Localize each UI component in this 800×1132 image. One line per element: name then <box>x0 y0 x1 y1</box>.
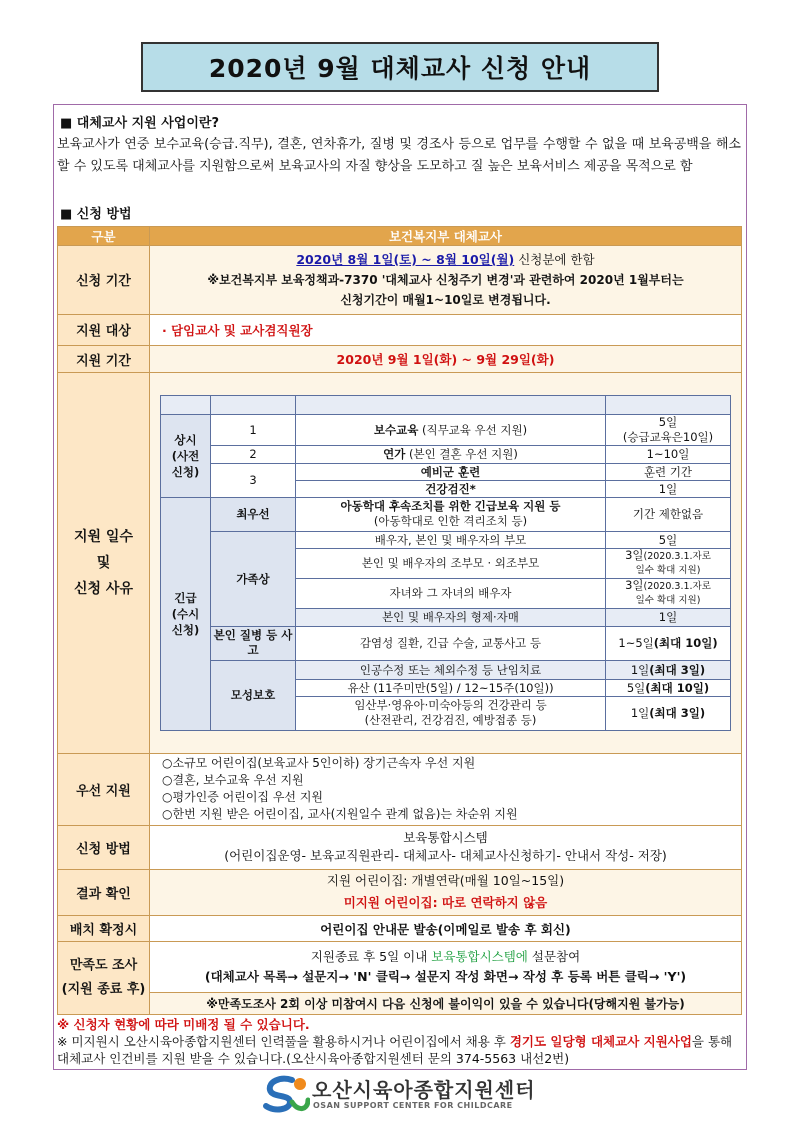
maternity-label: 모성보호 <box>211 660 296 730</box>
reg-row3b-reason: 건강검진* <box>296 480 606 497</box>
days-table <box>160 395 731 731</box>
method-label: 신청 방법 <box>58 826 150 869</box>
family-row2-days: 3일(2020.3.1.자로 일수 확대 지원) <box>606 548 731 578</box>
maternity-row1-days: 1일(최대 3일) <box>606 660 731 679</box>
reg-row3b-days: 1일 <box>606 480 731 497</box>
maternity-row2-reason: 유산 (11주미만(5일) / 12~15주(10일)) <box>296 679 606 696</box>
reg-row2-reason: 연가 (본인 결혼 우선 지원) <box>296 445 606 463</box>
target-label: 지원 대상 <box>58 314 150 345</box>
survey-value: 지원종료 후 5일 이내 보육통합시스템에 설문참여 (대체교사 목록→ 설문지→ 'N' 클릭→ 설문지 작성 화면→ 작성 후 등록 버튼 클릭→ 'Y') <box>150 942 742 992</box>
reg-row1-no: 1 <box>211 414 296 445</box>
regular-label: 상시 (사전 신청) <box>161 414 211 497</box>
survey-label: 만족도 조사 (지원 종료 후) <box>58 942 150 1015</box>
period-date-suffix: 신청분에 한함 <box>514 251 595 267</box>
priority-value: ○소규모 어린이집(보육교사 5인이하) 장기근속자 우선 지원 ○결혼, 보수교육 우선 지원 ○평가인증 어린이집 우선 지원 ○한번 지원 받은 어린이집, 교사(지원일수 관계 없음)는 차순위 지원 <box>150 753 742 826</box>
reg-row3a-days: 훈련 기간 <box>606 463 731 480</box>
family-row4-reason: 본인 및 배우자의 형제·자매 <box>296 608 606 626</box>
logo-subtitle: OSAN SUPPORT CENTER FOR CHILDCARE <box>313 1101 513 1110</box>
reg-row3a-reason: 예비군 훈련 <box>296 463 606 480</box>
reg-row2-days: 1~10일 <box>606 445 731 463</box>
family-row3-reason: 자녀와 그 자녀의 배우자 <box>296 578 606 608</box>
family-row1-reason: 배우자, 본인 및 배우자의 부모 <box>296 531 606 548</box>
footnote-2: ※ 미지원시 오산시육아종합지원센터 인력풀을 활용하시거나 어린이집에서 채용 후 경기도 일당형 대체교사 지원사업을 통해 대체교사 인건비를 지원 받을 수 있습니다.(오산시육아종합지원센터 문의 374-5563 내선2번) <box>57 1034 733 1066</box>
support-period-value: 2020년 9월 1일(화) ~ 9월 29일(화) <box>150 346 742 373</box>
application-table <box>57 226 742 1015</box>
sick-reason: 감염성 질환, 긴급 수술, 교통사고 등 <box>296 626 606 660</box>
maternity-row2-days: 5일(최대 10일) <box>606 679 731 696</box>
period-value <box>150 246 742 315</box>
days-label: 지원 일수 및 신청 사유 <box>58 373 150 753</box>
reg-row1-days: 5일 (승급교육은10일) <box>606 414 731 445</box>
result-value: 지원 어린이집: 개별연락(매월 10일~15일) 미지원 어린이집: 따로 연락하지 않음 <box>150 869 742 915</box>
priority-label: 우선 지원 <box>58 753 150 826</box>
days-cell <box>150 373 742 753</box>
assign-value: 어린이집 안내문 발송(이메일로 발송 후 회신) <box>150 916 742 942</box>
footnotes <box>57 1016 741 1067</box>
urgent-label: 긴급 (수시 신청) <box>161 497 211 730</box>
maternity-row1-reason: 인공수정 또는 체외수정 등 난임치료 <box>296 660 606 679</box>
result-label: 결과 확인 <box>58 869 150 915</box>
top-priority-days: 기간 제한없음 <box>606 497 731 531</box>
page-title: 2020년 9월 대체교사 신청 안내 <box>141 42 659 92</box>
footnote-1: ※ 신청자 현황에 따라 미배정 될 수 있습니다. <box>57 1017 310 1032</box>
intro-text: 보육교사가 연중 보수교육(승급.직무), 결혼, 연차휴가, 질병 및 경조사 등으로 업무를 수행할 수 없을 때 보육공백을 해소할 수 있도록 대체교사를 지원함으로써 보육교사의 자질 향상을 도모하고 질 높은 보육서비스 제공을 목적으로 함 <box>57 137 741 174</box>
family-row2-reason: 본인 및 배우자의 조부모 · 외조부모 <box>296 548 606 578</box>
family-label: 가족상 <box>211 531 296 626</box>
sick-days: 1~5일(최대 10일) <box>606 626 731 660</box>
family-row1-days: 5일 <box>606 531 731 548</box>
header-program: 보건복지부 대체교사 <box>150 227 742 246</box>
period-date: 2020년 8월 1일(토) ~ 8월 10일(월) <box>296 251 515 267</box>
family-row4-days: 1일 <box>606 608 731 626</box>
header-category: 구분 <box>58 227 150 246</box>
maternity-row3-days: 1일(최대 3일) <box>606 696 731 730</box>
childcare-logo-icon <box>262 1074 310 1118</box>
period-note-2: 신청기간이 매월1~10일로 변경됩니다. <box>340 292 551 307</box>
family-row3-days: 3일(2020.3.1.자로 일수 확대 지원) <box>606 578 731 608</box>
period-note-1: ※보건복지부 보육정책과-7370 '대체교사 신청주기 변경'과 관련하여 2020년 1월부터는 <box>207 272 684 287</box>
target-value: · 담임교사 및 교사겸직원장 <box>150 314 742 345</box>
support-period-label: 지원 기간 <box>58 346 150 373</box>
center-logo <box>262 1074 552 1118</box>
intro-heading: ■ 대체교사 지원 사업이란? <box>60 116 219 131</box>
maternity-row3-reason: 임산부·영유아·미숙아등의 건강관리 등 (산전관리, 건강검진, 예방접종 등) <box>296 696 606 730</box>
sick-label: 본인 질병 등 사고 <box>211 626 296 660</box>
top-priority-label: 최우선 <box>211 497 296 531</box>
top-priority-reason: 아동학대 후속조치를 위한 긴급보육 지원 등 (아동학대로 인한 격리조치 등) <box>296 497 606 531</box>
logo-name: 오산시육아종합지원센터 <box>312 1078 536 1102</box>
reg-row3-no: 3 <box>211 463 296 497</box>
method-value: 보육통합시스템 (어린이집운영- 보육교직원관리- 대체교사- 대체교사신청하기- 안내서 작성- 저장) <box>150 826 742 869</box>
period-label: 신청 기간 <box>58 246 150 315</box>
reg-row1-reason: 보수교육 (직무교육 우선 지원) <box>296 414 606 445</box>
survey-warning: ※만족도조사 2회 이상 미참여시 다음 신청에 불이익이 있을 수 있습니다(당해지원 불가능) <box>150 992 742 1014</box>
reg-row2-no: 2 <box>211 445 296 463</box>
assign-label: 배치 확정시 <box>58 916 150 942</box>
method-heading: ■ 신청 방법 <box>60 207 132 222</box>
